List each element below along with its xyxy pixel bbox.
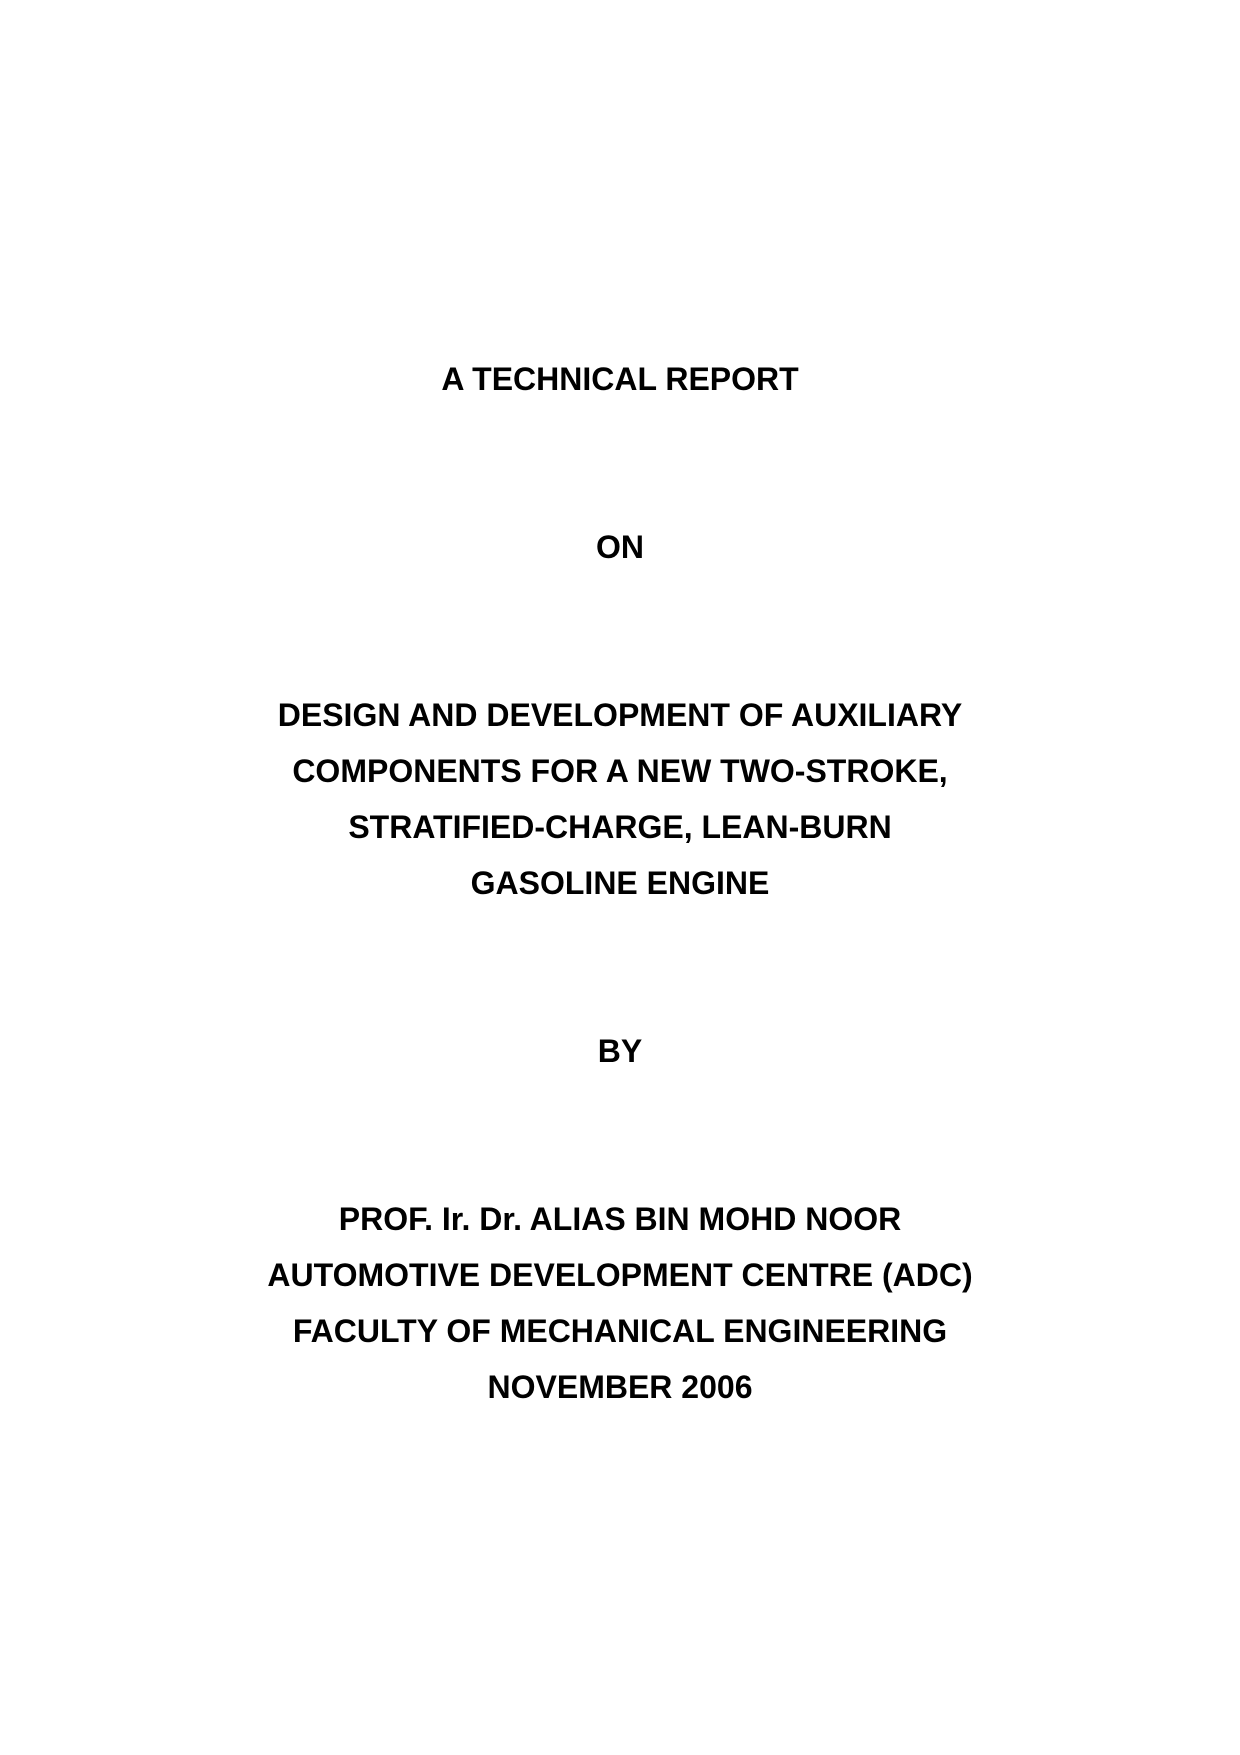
on-label: ON	[596, 529, 644, 565]
author-name: PROF. Ir. Dr. ALIAS BIN MOHD NOOR	[338, 1201, 902, 1237]
report-title-line-1: DESIGN AND DEVELOPMENT OF AUXILIARY	[277, 697, 963, 733]
author-faculty: FACULTY OF MECHANICAL ENGINEERING	[292, 1313, 948, 1349]
report-title-line-4: GASOLINE ENGINE	[470, 865, 770, 901]
report-title-line-3: STRATIFIED-CHARGE, LEAN-BURN	[348, 809, 892, 845]
report-date: NOVEMBER 2006	[487, 1369, 753, 1405]
report-title-line-2: COMPONENTS FOR A NEW TWO-STROKE,	[292, 753, 948, 789]
report-type-heading: A TECHNICAL REPORT	[441, 361, 799, 397]
by-label: BY	[597, 1033, 643, 1069]
author-centre: AUTOMOTIVE DEVELOPMENT CENTRE (ADC)	[267, 1257, 973, 1293]
